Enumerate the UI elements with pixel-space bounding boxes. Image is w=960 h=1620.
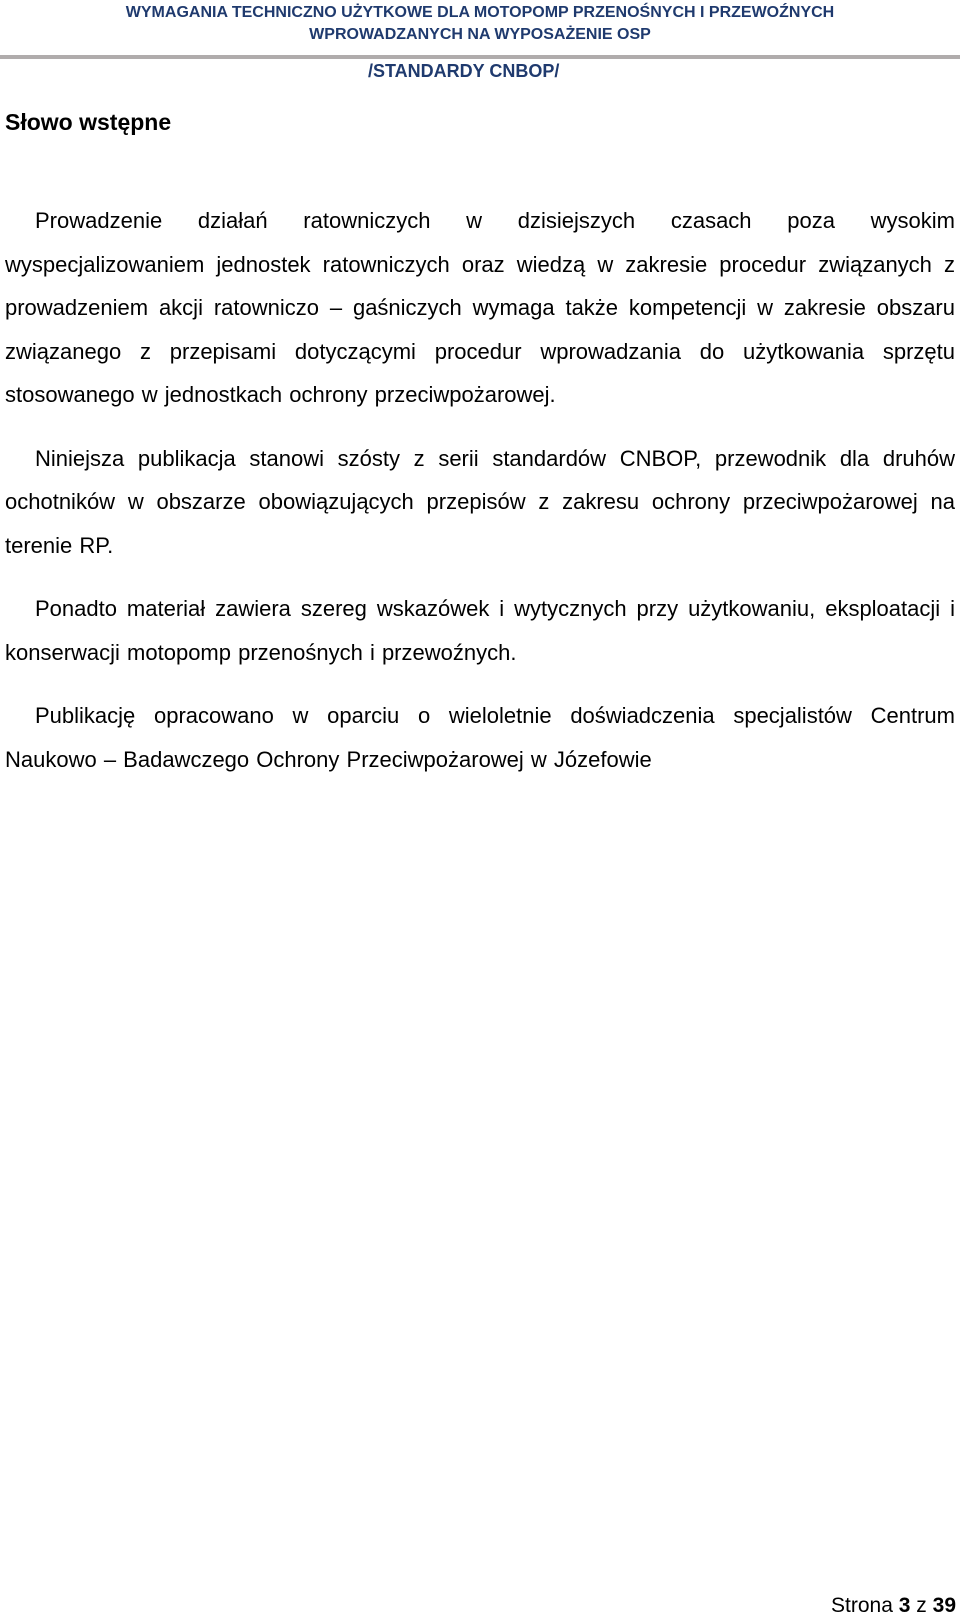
header-divider bbox=[0, 55, 960, 59]
section-title: Słowo wstępne bbox=[5, 109, 172, 135]
current-page: 3 bbox=[898, 1594, 911, 1617]
header-title bbox=[0, 2, 960, 46]
paragraph-4: Publikację opracowano w oparciu o wieloletnie doświadczenia specjalistów Centrum Naukowo – Badawczego Ochrony Przeciwpożarowej w Józefowie bbox=[5, 703, 955, 772]
page-word: Strona bbox=[831, 1594, 893, 1617]
paragraph-2: Niniejsza publikacja stanowi szósty z serii standardów CNBOP, przewodnik dla druhów ochotników w obszarze obowiązujących przepisów z zakresu ochrony przeciwpożarowej na terenie RP. bbox=[5, 445, 955, 558]
header-title-line2: WPROWADZANYCH NA WYPOSAŻENIE OSP bbox=[309, 26, 651, 43]
paragraph-3: Ponadto materiał zawiera szereg wskazówek i wytycznych przy użytkowaniu, eksploatacji i konserwacji motopomp przenośnych i przewoźnych. bbox=[5, 596, 955, 665]
header-subtitle: /STANDARDY CNBOP/ bbox=[368, 61, 560, 81]
document-body bbox=[5, 199, 955, 801]
of-word: z bbox=[916, 1594, 927, 1617]
header-title-line1: WYMAGANIA TECHNICZNO UŻYTKOWE DLA MOTOPOMP PRZENOŚNYCH I PRZEWOŹNYCH bbox=[125, 4, 835, 21]
total-pages: 39 bbox=[932, 1594, 956, 1617]
page-number bbox=[831, 1594, 956, 1618]
paragraph-1: Prowadzenie działań ratowniczych w dzisiejszych czasach poza wysokim wyspecjalizowaniem jednostek ratowniczych oraz wiedzą w zakresie procedur związanych z prowadzeniem akcji ratowniczo – gaśniczych wymaga także kompetencji w zakresie obszaru związanego z przepisami dotyczącymi procedur wprowadzania do użytkowania sprzętu stosowanego w jednostkach ochrony przeciwpożarowej. bbox=[5, 208, 955, 407]
